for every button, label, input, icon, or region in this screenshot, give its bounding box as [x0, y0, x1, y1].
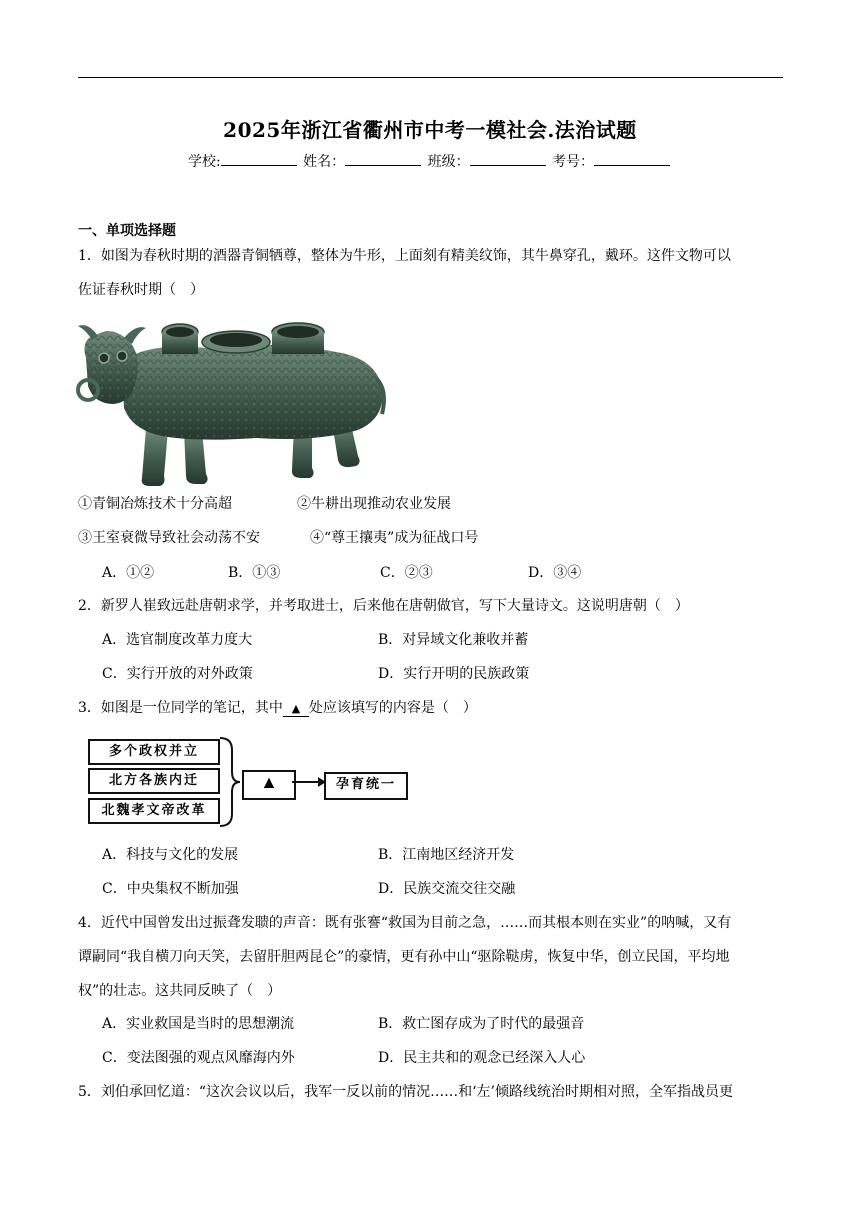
q4-stem-line-2: 谭嗣同“我自横刀向天笑，去留肝胆两昆仑”的豪情，更有孙中山“驱除鞑虏，恢复中华，创立民国，平均地	[78, 949, 730, 965]
q1-option-c[interactable]: C．②③	[380, 565, 433, 581]
name-label: 姓名：	[303, 154, 346, 170]
note-box-blank	[242, 770, 296, 800]
bronze-ox-vessel-image	[76, 318, 394, 490]
q3-option-c[interactable]: C．中央集权不断加强	[102, 881, 239, 897]
q2-option-a[interactable]: A．选官制度改革力度大	[102, 632, 253, 648]
q1-statement-3: ③王室衰微导致社会动荡不安	[78, 530, 260, 546]
q3-stem-before: 3．如图是一位同学的笔记，其中	[78, 700, 283, 716]
q4-option-a[interactable]: A．实业救国是当时的思想潮流	[102, 1016, 295, 1032]
header-rule	[78, 77, 783, 78]
q2-option-d[interactable]: D．实行开明的民族政策	[378, 666, 530, 682]
note-box-3: 北魏孝文帝改革	[88, 798, 220, 824]
note-triangle-icon: ▲	[264, 775, 274, 790]
name-blank[interactable]	[345, 153, 421, 166]
q4-option-d[interactable]: D．民主共和的观念已经深入人心	[378, 1050, 586, 1066]
note-box-result: 孕育统一	[324, 772, 408, 800]
q1-option-d[interactable]: D．③④	[528, 565, 582, 581]
q1-option-a[interactable]: A．①②	[102, 565, 155, 581]
school-label: 学校:	[187, 154, 221, 170]
q4-stem-line-1: 4．近代中国曾发出过振聋发聩的声音：既有张謇“救国为目前之急，……而其根本则在实业”的呐喊，又有	[78, 915, 732, 931]
q3-stem	[78, 698, 783, 718]
q3-option-a[interactable]: A．科技与文化的发展	[102, 847, 239, 863]
class-label: 班级：	[427, 154, 470, 170]
student-info-fields	[0, 151, 860, 171]
q1-statement-4: ④“尊王攘夷”成为征战口号	[310, 530, 479, 546]
school-blank[interactable]	[221, 153, 297, 166]
exam-number-blank[interactable]	[594, 153, 670, 166]
q5-stem-line-1: 5．刘伯承回忆道：“这次会议以后，我军一反以前的情况……和‘左’倾路线统治时期相对照，全军指战员更	[78, 1084, 733, 1100]
q4-stem-line-3: 权”的壮志。这共同反映了（ ）	[78, 983, 282, 999]
q2-stem: 2．新罗人崔致远赴唐朝求学，并考取进士，后来他在唐朝做官，写下大量诗文。这说明唐朝（ ）	[78, 598, 689, 614]
q2-option-c[interactable]: C．实行开放的对外政策	[102, 666, 253, 682]
q3-triangle-mark: ▲	[283, 702, 309, 717]
class-blank[interactable]	[470, 153, 546, 166]
exam-number-label: 考号：	[552, 154, 595, 170]
note-box-2: 北方各族内迁	[88, 768, 220, 794]
q3-option-d[interactable]: D．民族交流交往交融	[378, 881, 516, 897]
q1-statement-2: ②牛耕出现推动农业发展	[297, 496, 451, 512]
q1-stem-line-2: 佐证春秋时期（ ）	[78, 282, 204, 298]
q4-option-c[interactable]: C．变法图强的观点风靡海内外	[102, 1050, 295, 1066]
q4-option-b[interactable]: B．救亡图存成为了时代的最强音	[378, 1016, 585, 1032]
q1-option-b[interactable]: B．①③	[228, 565, 281, 581]
exam-title: 2025年浙江省衢州市中考一模社会.法治试题	[223, 118, 637, 142]
q3-stem-after: 处应该填写的内容是（ ）	[308, 700, 477, 716]
note-box-1: 多个政权并立	[88, 739, 220, 765]
q2-option-b[interactable]: B．对异域文化兼收并蓄	[378, 632, 529, 648]
section-heading: 一、单项选择题	[78, 223, 176, 239]
q1-statement-1: ①青铜冶炼技术十分高超	[78, 496, 232, 512]
q3-option-b[interactable]: B．江南地区经济开发	[378, 847, 515, 863]
q1-stem-line-1: 1．如图为春秋时期的酒器青铜牺尊，整体为牛形，上面刻有精美纹饰，其牛鼻穿孔，戴环。这件文物可以	[78, 248, 731, 264]
